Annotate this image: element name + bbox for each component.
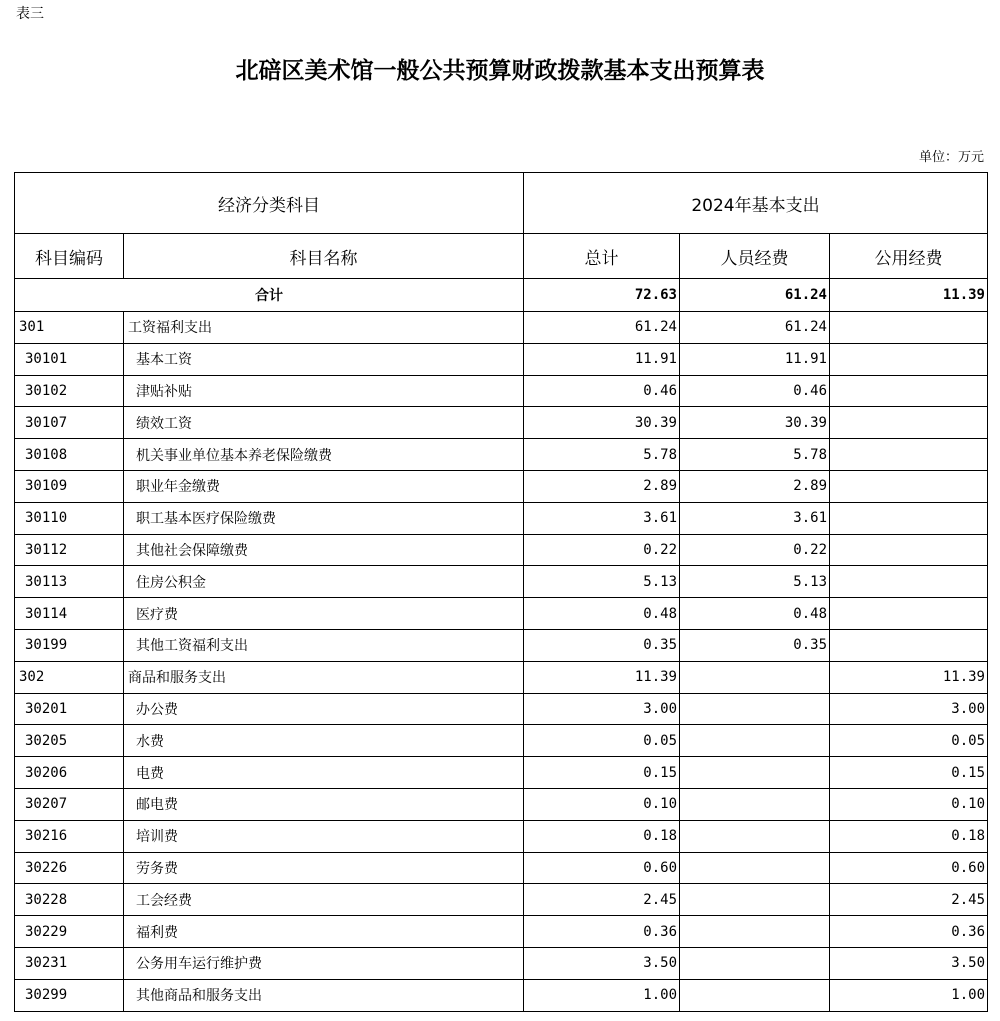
total-personnel: 61.24 <box>680 279 830 312</box>
cell-code: 30201 <box>15 693 124 725</box>
cell-code: 301 <box>15 312 124 344</box>
cell-personnel <box>680 884 830 916</box>
header-total: 总计 <box>524 234 680 279</box>
cell-name: 工会经费 <box>124 884 524 916</box>
cell-public: 0.10 <box>830 788 988 820</box>
cell-code: 30207 <box>15 788 124 820</box>
total-row <box>15 279 988 312</box>
cell-public: 0.36 <box>830 916 988 948</box>
cell-total: 5.13 <box>524 566 680 598</box>
cell-public: 11.39 <box>830 661 988 693</box>
total-total: 72.63 <box>524 279 680 312</box>
cell-public: 3.00 <box>830 693 988 725</box>
table-row <box>15 725 988 757</box>
cell-code: 30109 <box>15 470 124 502</box>
header-personnel: 人员经费 <box>680 234 830 279</box>
budget-table <box>14 172 988 1012</box>
cell-name: 职工基本医疗保险缴费 <box>124 502 524 534</box>
cell-name: 其他工资福利支出 <box>124 629 524 661</box>
cell-public <box>830 566 988 598</box>
cell-personnel: 0.46 <box>680 375 830 407</box>
cell-personnel <box>680 979 830 1011</box>
cell-public <box>830 470 988 502</box>
cell-personnel <box>680 661 830 693</box>
table-row <box>15 820 988 852</box>
cell-total: 0.10 <box>524 788 680 820</box>
cell-name: 公务用车运行维护费 <box>124 947 524 979</box>
cell-personnel: 3.61 <box>680 502 830 534</box>
header-econ-class: 经济分类科目 <box>15 173 524 234</box>
cell-total: 0.15 <box>524 757 680 789</box>
cell-code: 30226 <box>15 852 124 884</box>
cell-name: 水费 <box>124 725 524 757</box>
cell-public <box>830 343 988 375</box>
cell-total: 0.22 <box>524 534 680 566</box>
cell-name: 其他社会保障缴费 <box>124 534 524 566</box>
cell-code: 30114 <box>15 598 124 630</box>
cell-code: 30113 <box>15 566 124 598</box>
cell-total: 2.45 <box>524 884 680 916</box>
page-title: 北碚区美术馆一般公共预算财政拨款基本支出预算表 <box>235 57 765 84</box>
cell-total: 0.48 <box>524 598 680 630</box>
table-row <box>15 884 988 916</box>
table-row <box>15 598 988 630</box>
cell-code: 30229 <box>15 916 124 948</box>
cell-total: 3.61 <box>524 502 680 534</box>
cell-personnel <box>680 947 830 979</box>
cell-total: 3.50 <box>524 947 680 979</box>
cell-code: 302 <box>15 661 124 693</box>
cell-code: 30107 <box>15 407 124 439</box>
cell-code: 30102 <box>15 375 124 407</box>
cell-public: 0.05 <box>830 725 988 757</box>
cell-public <box>830 598 988 630</box>
cell-name: 基本工资 <box>124 343 524 375</box>
cell-total: 0.05 <box>524 725 680 757</box>
cell-code: 30112 <box>15 534 124 566</box>
cell-total: 0.35 <box>524 629 680 661</box>
cell-personnel <box>680 916 830 948</box>
cell-personnel: 0.48 <box>680 598 830 630</box>
cell-public <box>830 312 988 344</box>
table-row <box>15 661 988 693</box>
header-name: 科目名称 <box>124 234 524 279</box>
cell-code: 30110 <box>15 502 124 534</box>
cell-code: 30228 <box>15 884 124 916</box>
cell-total: 1.00 <box>524 979 680 1011</box>
cell-personnel: 11.91 <box>680 343 830 375</box>
table-row <box>15 502 988 534</box>
cell-public: 1.00 <box>830 979 988 1011</box>
cell-code: 30299 <box>15 979 124 1011</box>
cell-personnel: 5.13 <box>680 566 830 598</box>
cell-name: 培训费 <box>124 820 524 852</box>
cell-name: 办公费 <box>124 693 524 725</box>
cell-total: 0.46 <box>524 375 680 407</box>
cell-name: 商品和服务支出 <box>124 661 524 693</box>
header-year-basic: 2024年基本支出 <box>524 173 988 234</box>
cell-personnel: 5.78 <box>680 439 830 471</box>
total-label: 合计 <box>15 279 524 312</box>
cell-name: 职业年金缴费 <box>124 470 524 502</box>
cell-personnel <box>680 852 830 884</box>
cell-personnel <box>680 820 830 852</box>
cell-total: 30.39 <box>524 407 680 439</box>
cell-personnel <box>680 757 830 789</box>
table-row <box>15 534 988 566</box>
cell-public: 3.50 <box>830 947 988 979</box>
table-row <box>15 439 988 471</box>
cell-total: 11.91 <box>524 343 680 375</box>
table-row <box>15 312 988 344</box>
cell-personnel <box>680 725 830 757</box>
cell-public <box>830 407 988 439</box>
unit-label: 单位：万元 <box>918 150 984 165</box>
cell-name: 邮电费 <box>124 788 524 820</box>
header-row-1 <box>15 173 988 234</box>
table-row <box>15 470 988 502</box>
cell-personnel <box>680 693 830 725</box>
cell-code: 30205 <box>15 725 124 757</box>
cell-personnel: 2.89 <box>680 470 830 502</box>
table-row <box>15 566 988 598</box>
cell-personnel: 0.35 <box>680 629 830 661</box>
table-row <box>15 788 988 820</box>
cell-public: 0.15 <box>830 757 988 789</box>
cell-personnel: 0.22 <box>680 534 830 566</box>
cell-total: 0.18 <box>524 820 680 852</box>
cell-public: 0.60 <box>830 852 988 884</box>
cell-public <box>830 375 988 407</box>
cell-name: 劳务费 <box>124 852 524 884</box>
cell-public <box>830 439 988 471</box>
cell-name: 机关事业单位基本养老保险缴费 <box>124 439 524 471</box>
cell-name: 电费 <box>124 757 524 789</box>
table-row <box>15 947 988 979</box>
cell-total: 0.36 <box>524 916 680 948</box>
cell-name: 其他商品和服务支出 <box>124 979 524 1011</box>
header-code: 科目编码 <box>15 234 124 279</box>
table-row <box>15 757 988 789</box>
cell-name: 福利费 <box>124 916 524 948</box>
header-row-2 <box>15 234 988 279</box>
cell-total: 11.39 <box>524 661 680 693</box>
table-number-label: 表三 <box>16 6 44 22</box>
table-row <box>15 916 988 948</box>
cell-code: 30101 <box>15 343 124 375</box>
table-row <box>15 375 988 407</box>
cell-public: 0.18 <box>830 820 988 852</box>
cell-personnel: 30.39 <box>680 407 830 439</box>
cell-name: 绩效工资 <box>124 407 524 439</box>
cell-name: 津贴补贴 <box>124 375 524 407</box>
cell-code: 30108 <box>15 439 124 471</box>
cell-code: 30199 <box>15 629 124 661</box>
cell-code: 30231 <box>15 947 124 979</box>
table-row <box>15 343 988 375</box>
cell-name: 工资福利支出 <box>124 312 524 344</box>
cell-total: 61.24 <box>524 312 680 344</box>
table-row <box>15 407 988 439</box>
table-row <box>15 852 988 884</box>
cell-personnel: 61.24 <box>680 312 830 344</box>
table-row <box>15 693 988 725</box>
cell-public <box>830 629 988 661</box>
cell-name: 医疗费 <box>124 598 524 630</box>
table-row <box>15 979 988 1011</box>
cell-public <box>830 534 988 566</box>
table-row <box>15 629 988 661</box>
total-public: 11.39 <box>830 279 988 312</box>
cell-code: 30216 <box>15 820 124 852</box>
cell-public <box>830 502 988 534</box>
cell-total: 3.00 <box>524 693 680 725</box>
cell-personnel <box>680 788 830 820</box>
cell-total: 0.60 <box>524 852 680 884</box>
cell-public: 2.45 <box>830 884 988 916</box>
cell-total: 2.89 <box>524 470 680 502</box>
header-public: 公用经费 <box>830 234 988 279</box>
cell-total: 5.78 <box>524 439 680 471</box>
cell-code: 30206 <box>15 757 124 789</box>
cell-name: 住房公积金 <box>124 566 524 598</box>
